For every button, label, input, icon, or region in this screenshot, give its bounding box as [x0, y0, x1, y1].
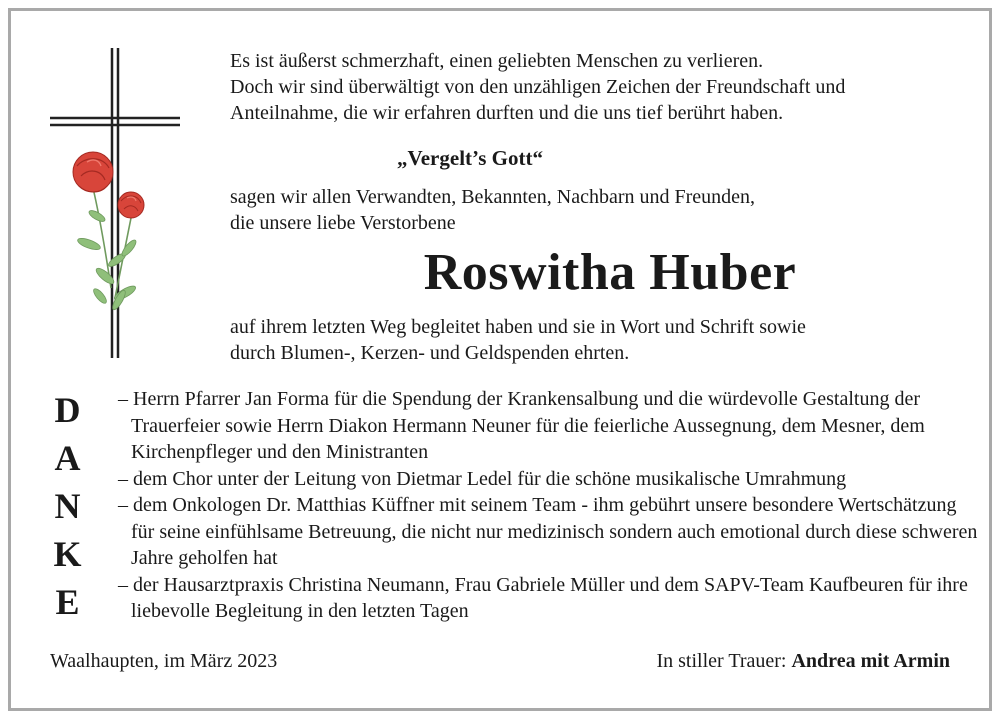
list-item: – dem Chor unter der Leitung von Dietmar Ledel für die schöne musikalische Umrahmung	[118, 467, 847, 490]
after-line: durch Blumen-, Kerzen- und Geldspenden ehrten.	[230, 342, 630, 364]
intro-text	[230, 48, 970, 126]
place-date: Waalhaupten, im März 2023	[50, 650, 278, 672]
mourners-signature	[656, 650, 950, 673]
intro-line: Anteilnahme, die wir erfahren durften und die uns tief berührt haben.	[230, 102, 784, 124]
rose-icon	[118, 192, 144, 218]
greeting-text	[230, 184, 970, 236]
greeting-line: die unsere liebe Verstorbene	[230, 212, 456, 234]
greeting-line: sagen wir allen Verwandten, Bekannten, Nachbarn und Freunden,	[230, 186, 756, 208]
danke-vertical	[45, 386, 90, 626]
danke-letter: A	[54, 438, 81, 478]
after-text	[230, 314, 970, 366]
thanks-title: „Vergelt’s Gott“	[397, 146, 543, 170]
cross-icon	[50, 48, 180, 358]
mourning-label: In stiller Trauer:	[656, 650, 787, 672]
intro-line: Doch wir sind überwältigt von den unzähligen Zeichen der Freundschaft und	[230, 76, 846, 98]
danke-letter: N	[54, 486, 81, 526]
list-item: – dem Onkologen Dr. Matthias Küffner mit seinem Team - ihm gebührt unsere besondere Wertschätzung für seine einfühlsame Betreuung, die nicht nur medizinisch sondern auch emotional durch diese schweren Jahre geholfen hat	[118, 494, 978, 569]
list-item: – Herrn Pfarrer Jan Forma für die Spendung der Krankensalbung und die würdevolle Gestaltung der Trauerfeier sowie Herrn Diakon Hermann Neuner für die feierliche Aussegnung, dem Mesner, dem Kirchenpfleger und den Ministranten	[118, 388, 925, 463]
danke-letter: D	[54, 390, 81, 430]
danke-letter: K	[53, 534, 82, 574]
rose-icon	[73, 152, 113, 192]
deceased-name: Roswitha Huber	[423, 244, 797, 301]
cross-with-roses-icon	[45, 48, 185, 360]
danke-letter: E	[55, 582, 80, 622]
mourners-names: Andrea mit Armin	[791, 650, 950, 672]
thanks-list	[118, 386, 978, 625]
intro-line: Es ist äußerst schmerzhaft, einen geliebten Menschen zu verlieren.	[230, 50, 764, 72]
list-item: – der Hausarztpraxis Christina Neumann, Frau Gabriele Müller und dem SAPV-Team Kaufbeuren für ihre liebevolle Begleitung in den letzten Tagen	[118, 573, 968, 622]
after-line: auf ihrem letzten Weg begleitet haben und sie in Wort und Schrift sowie	[230, 316, 806, 338]
